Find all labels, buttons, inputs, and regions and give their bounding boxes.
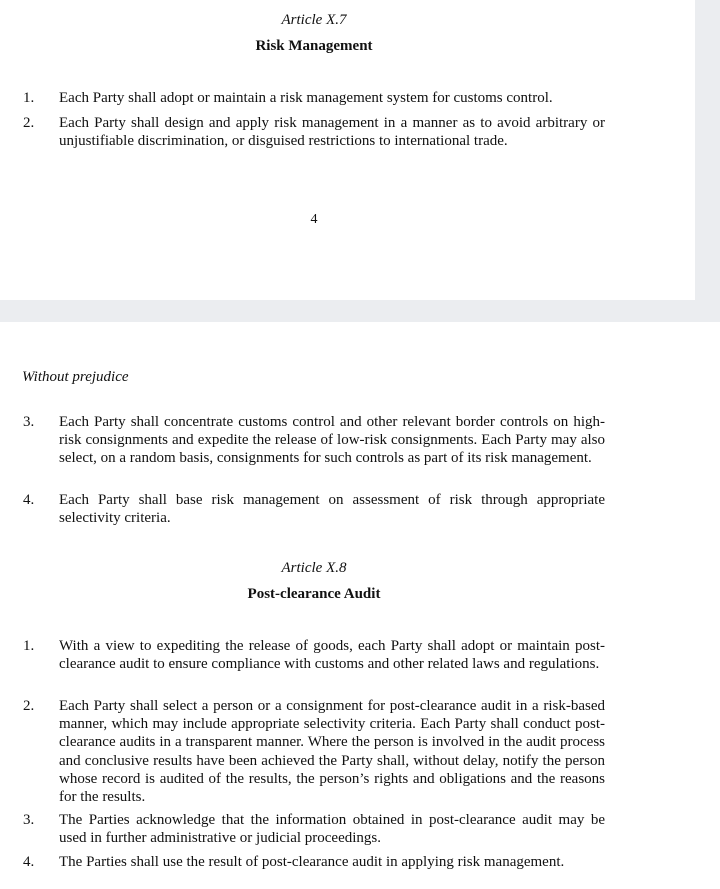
paragraph-text: Each Party shall adopt or maintain a risk management system for customs control.: [59, 90, 553, 106]
article-title: Risk Management: [255, 38, 373, 54]
paragraph-number: 3.: [23, 414, 35, 430]
paragraph-text: Each Party shall base risk management on assessment of risk through appropriate selectivity criteria.: [59, 492, 605, 527]
paragraph-number: 1.: [23, 638, 35, 654]
document-page-2: [0, 322, 720, 889]
article-number: Article X.7: [281, 12, 347, 28]
paragraph-number: 4.: [23, 854, 35, 870]
paragraph-text: Each Party shall concentrate customs control and other relevant border controls on high-risk consignments and expedite the release of low-risk consignments. Each Party may also select, on a random basis, consignments for such controls as part of its risk management.: [59, 414, 605, 467]
paragraph-text: Each Party shall select a person or a consignment for post-clearance audit in a risk-based manner, which may include appropriate selectivity criteria. Each Party shall conduct post-clearance audits in a transparent manner. Where the person is involved in the audit process and conclusive results have been achieved the Party shall, without delay, notify the person whose record is audited of the results, the person’s rights and obligations and the reasons for the results.: [59, 698, 605, 806]
paragraph-number: 4.: [23, 492, 35, 508]
document-page-1: [0, 0, 695, 300]
paragraph-text: The Parties acknowledge that the information obtained in post-clearance audit may be used in further administrative or judicial proceedings.: [59, 812, 605, 847]
article-title: Post-clearance Audit: [247, 586, 381, 602]
paragraph-number: 3.: [23, 812, 35, 828]
article-number: Article X.8: [281, 560, 347, 576]
paragraph-number: 1.: [23, 90, 35, 106]
paragraph-text: Each Party shall design and apply risk management in a manner as to avoid arbitrary or unjustifiable discrimination, or disguised restrictions to international trade.: [59, 115, 605, 150]
header-note: Without prejudice: [22, 369, 129, 385]
page-number: 4: [310, 212, 318, 227]
paragraph-number: 2.: [23, 698, 35, 714]
paragraph-number: 2.: [23, 115, 35, 131]
paragraph-text: The Parties shall use the result of post-clearance audit in applying risk management.: [59, 854, 565, 870]
paragraph-text: With a view to expediting the release of goods, each Party shall adopt or maintain post-clearance audit to ensure compliance with customs and other related laws and regulations.: [59, 638, 605, 673]
